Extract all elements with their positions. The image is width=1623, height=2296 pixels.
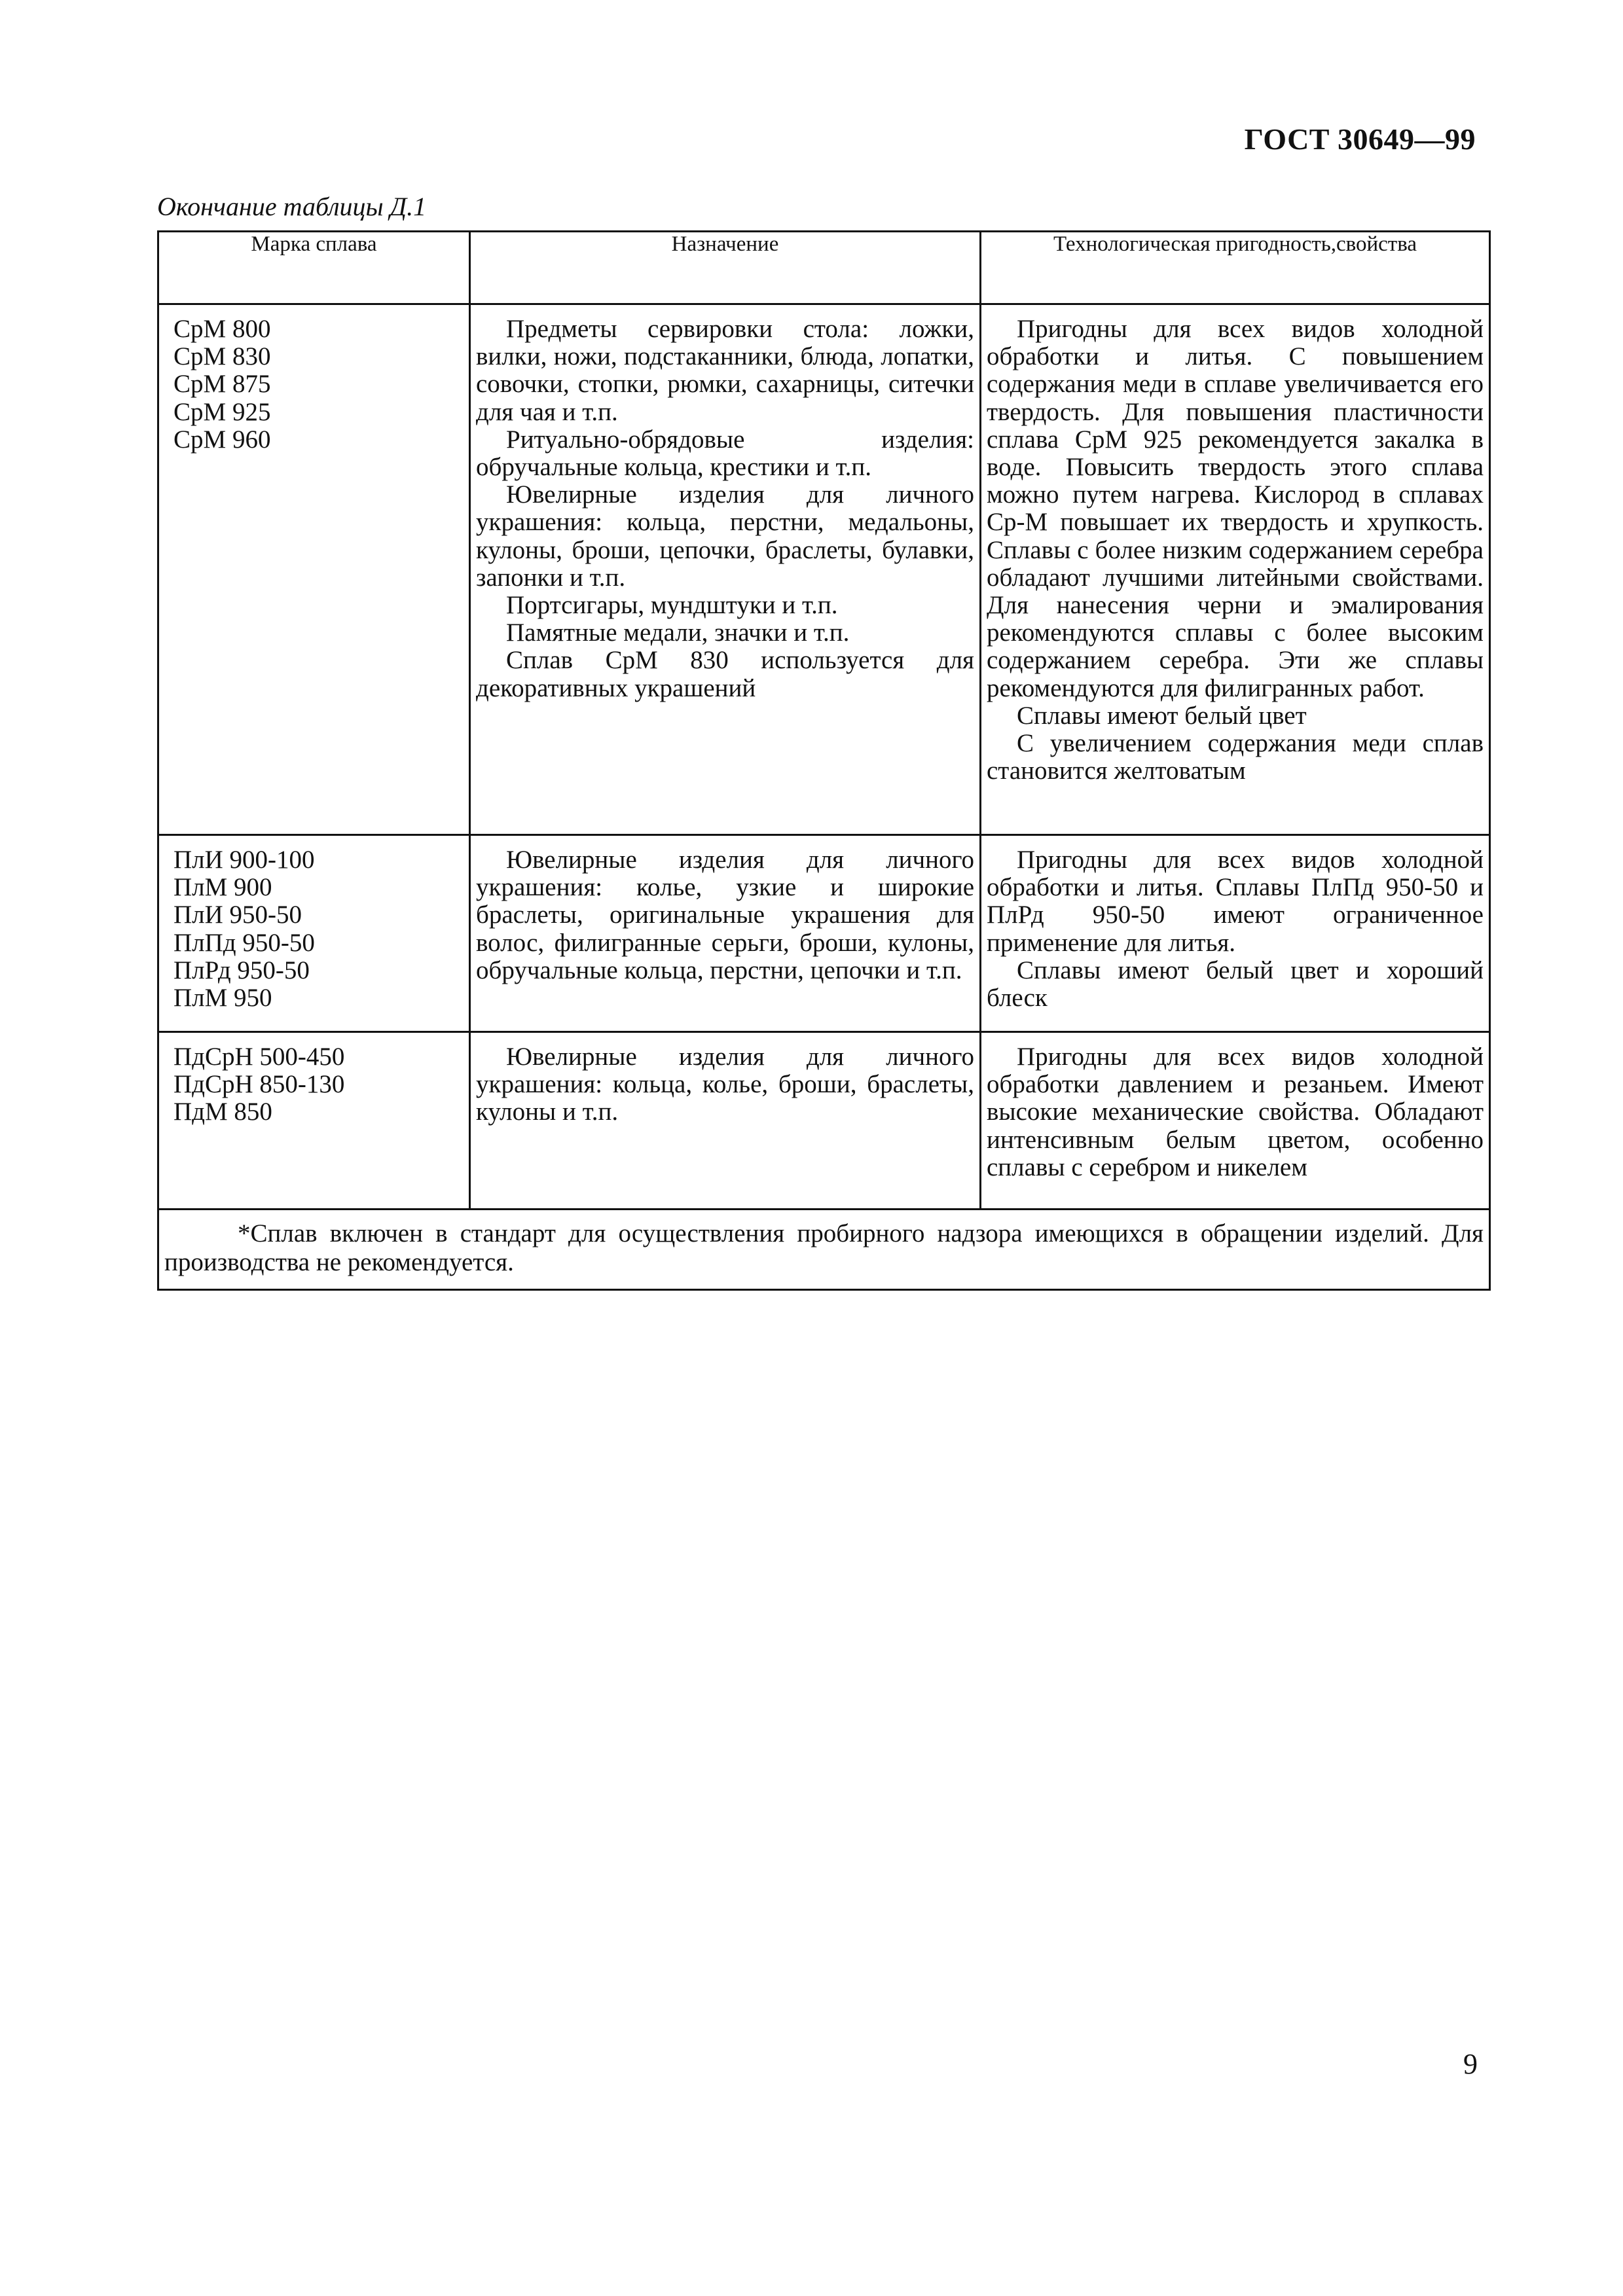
grade-item: ПлИ 950-50 — [173, 901, 302, 929]
grade-item: ПлМ 900 — [173, 873, 272, 902]
grade-item: ПдСрН 500-450 — [173, 1043, 345, 1071]
table-row — [158, 304, 1490, 835]
grade-item: СрМ 830 — [173, 342, 271, 371]
table-caption: Окончание таблицы Д.1 — [157, 192, 427, 221]
grade-item: ПдМ 850 — [173, 1098, 272, 1126]
grades-cell — [158, 1032, 470, 1210]
properties-cell — [981, 304, 1490, 835]
grade-item: ПлИ 900-100 — [173, 846, 315, 874]
table-row — [158, 835, 1490, 1032]
grade-item: СрМ 875 — [173, 370, 271, 399]
purpose-paragraph: Сплав СрМ 830 используется для декоративных украшений — [476, 646, 974, 702]
footnote-cell — [158, 1210, 1490, 1290]
purpose-cell — [470, 1032, 981, 1210]
grade-item: ПлМ 950 — [173, 984, 272, 1013]
grades-cell — [158, 835, 470, 1032]
table-row — [158, 1032, 1490, 1210]
column-header-grade: Марка сплава — [158, 232, 470, 304]
grades-cell — [158, 304, 470, 835]
purpose-paragraph: Ювелирные изделия для личного украшения: кольца, колье, броши, браслеты, кулоны и т.п. — [476, 1043, 974, 1126]
properties-paragraph: Сплавы имеют белый цвет и хороший блеск — [987, 956, 1484, 1013]
properties-cell — [981, 1032, 1490, 1210]
grade-item: ПлРд 950-50 — [173, 956, 310, 984]
document-code: ГОСТ 30649—99 — [1244, 122, 1476, 156]
table-header-row — [158, 232, 1490, 304]
footnote-row — [158, 1210, 1490, 1290]
grade-item: СрМ 925 — [173, 397, 271, 426]
column-header-properties: Технологическая пригодность,свойства — [981, 232, 1490, 304]
grade-item: СрМ 960 — [173, 425, 271, 454]
footnote-text: *Сплав включен в стандарт для осуществления пробирного надзора имеющихся в обращении изделий. Для производства не рекомендуется. — [164, 1219, 1484, 1276]
purpose-paragraph: Ювелирные изделия для личного украшения: кольца, перстни, медальоны, кулоны, броши, цепочки, браслеты, булавки, запонки и т.п. — [476, 480, 974, 592]
grade-item: СрМ 800 — [173, 315, 271, 343]
properties-paragraph: Пригодны для всех видов холодной обработки и литья. Сплавы ПлПд 950-50 и ПлРд 950-50 имеют ограниченное применение для литья. — [987, 846, 1484, 957]
purpose-paragraph: Ритуально-обрядовые изделия: обручальные кольца, крестики и т.п. — [476, 425, 974, 482]
column-header-purpose: Назначение — [470, 232, 981, 304]
purpose-paragraph: Ювелирные изделия для личного украшения: колье, узкие и широкие браслеты, оригинальные украшения для волос, филигранные серьги, броши, кулоны, обручальные кольца, перстни, цепочки и т.п. — [476, 846, 974, 984]
grade-item: ПлПд 950-50 — [173, 928, 315, 957]
properties-paragraph: Пригодны для всех видов холодной обработки и литья. С повышением содержания меди в сплаве увеличивается его твердость. Для повышения пластичности сплава СрМ 925 рекомендуется закалка в воде. Повысить твердость этого сплава можно путем нагрева. Кислород в сплавах Ср-М повышает их твердость и хрупкость. Сплавы с более низким содержанием серебра обладают лучшими литейными свойствами. Для нанесения черни и эмалирования рекомендуются сплавы с более высоким содержанием серебра. Эти же сплавы рекомендуются для филигранных работ. — [987, 315, 1484, 702]
purpose-cell — [470, 304, 981, 835]
purpose-paragraph: Памятные медали, значки и т.п. — [506, 619, 850, 647]
properties-paragraph: С увеличением содержания меди сплав становится желтоватым — [987, 729, 1484, 785]
properties-cell — [981, 835, 1490, 1032]
purpose-cell — [470, 835, 981, 1032]
properties-paragraph: Пригодны для всех видов холодной обработки давлением и резаньем. Имеют высокие механические свойства. Обладают интенсивным белым цветом, особенно сплавы с серебром и никелем — [987, 1043, 1484, 1181]
properties-paragraph: Сплавы имеют белый цвет — [1017, 701, 1307, 730]
purpose-paragraph: Портсигары, мундштуки и т.п. — [506, 591, 838, 620]
page-number: 9 — [1463, 2048, 1478, 2080]
alloys-table — [157, 230, 1491, 1291]
purpose-paragraph: Предметы сервировки стола: ложки, вилки, ножи, подстаканники, блюда, лопатки, совочки, стопки, рюмки, сахарницы, ситечки для чая и т.п. — [476, 315, 974, 426]
grade-item: ПдСрН 850-130 — [173, 1070, 345, 1099]
